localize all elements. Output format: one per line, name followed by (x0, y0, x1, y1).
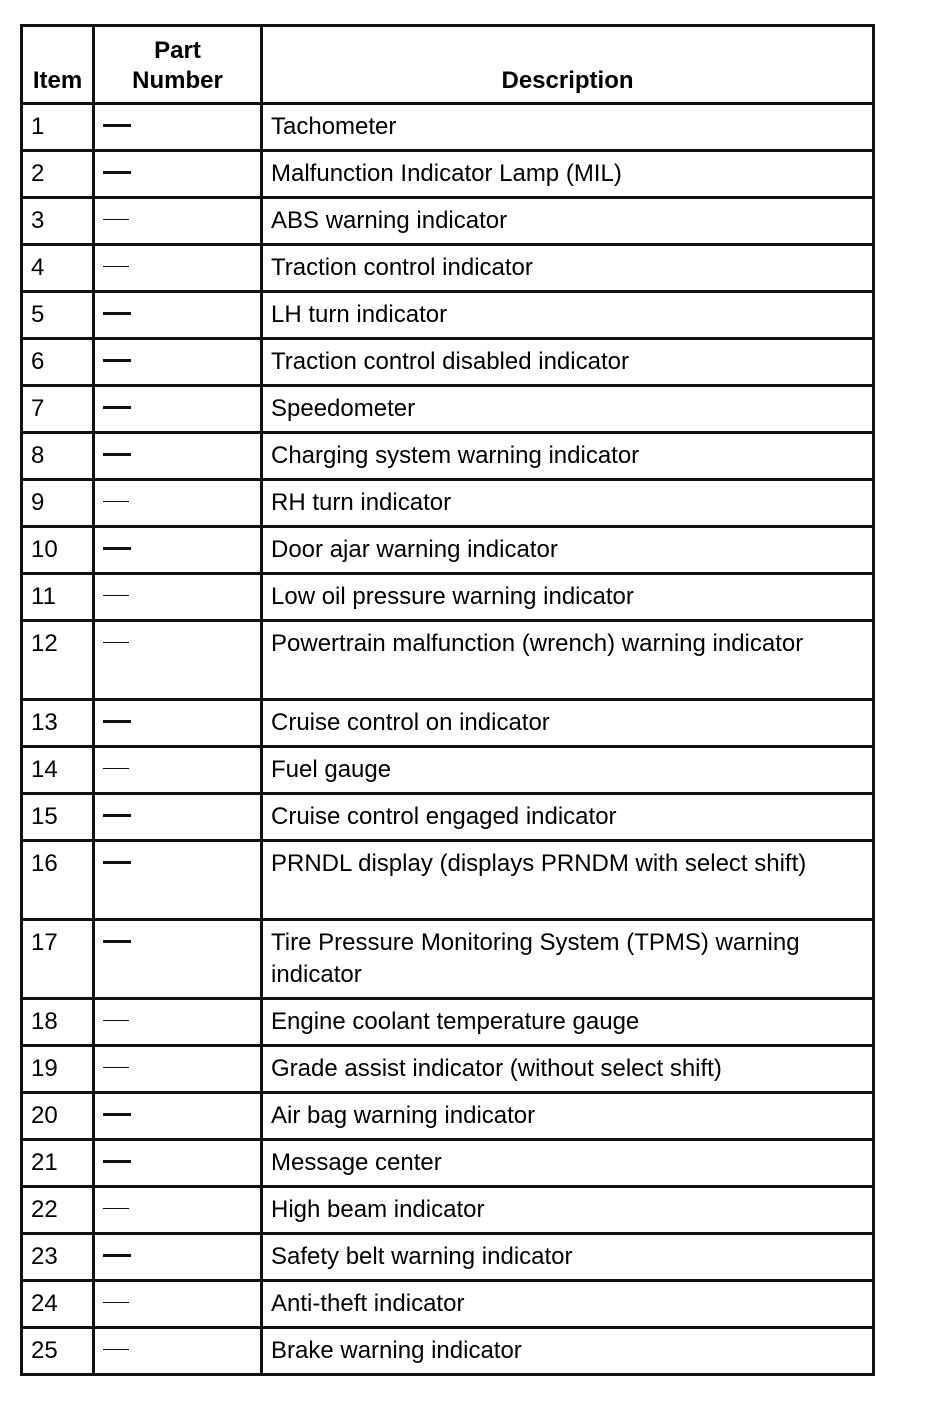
part-number-dash (103, 266, 129, 268)
item-number-cell: 19 (22, 1046, 94, 1093)
table-row (22, 999, 874, 1046)
description-cell: Message center (262, 1140, 874, 1187)
part-number-dash (103, 1067, 129, 1069)
description-cell: Safety belt warning indicator (262, 1234, 874, 1281)
part-number-cell (94, 841, 262, 920)
description-cell: Fuel gauge (262, 747, 874, 794)
item-number-cell: 17 (22, 920, 94, 999)
part-number-dash (103, 861, 131, 864)
column-header-description (262, 26, 874, 104)
table-row (22, 339, 874, 386)
item-number-cell: 23 (22, 1234, 94, 1281)
part-number-dash (103, 642, 129, 644)
table-row (22, 480, 874, 527)
description-header-label: Description (501, 67, 634, 94)
part-number-cell (94, 527, 262, 574)
part-number-cell (94, 245, 262, 292)
item-number-cell: 6 (22, 339, 94, 386)
table-row (22, 292, 874, 339)
part-number-cell (94, 1140, 262, 1187)
part-number-dash (103, 768, 129, 770)
description-cell: Cruise control on indicator (262, 700, 874, 747)
part-number-cell (94, 292, 262, 339)
part-number-dash (103, 453, 131, 456)
item-number-cell: 11 (22, 574, 94, 621)
part-number-cell (94, 621, 262, 700)
table-row (22, 527, 874, 574)
part-header-line2: Number (132, 67, 223, 94)
item-number-cell: 20 (22, 1093, 94, 1140)
table-row (22, 151, 874, 198)
part-number-dash (103, 1302, 129, 1304)
part-number-cell (94, 1328, 262, 1375)
parts-table (20, 24, 875, 1376)
part-number-dash (103, 124, 131, 127)
item-header-label: Item (32, 67, 83, 94)
description-cell: Tachometer (262, 104, 874, 151)
description-cell: High beam indicator (262, 1187, 874, 1234)
item-number-cell: 4 (22, 245, 94, 292)
description-cell: PRNDL display (displays PRNDM with select shift) (262, 841, 874, 920)
column-header-part-number (94, 26, 262, 104)
description-cell: Malfunction Indicator Lamp (MIL) (262, 151, 874, 198)
item-number-cell: 1 (22, 104, 94, 151)
table-row (22, 1046, 874, 1093)
table-row (22, 104, 874, 151)
table-row (22, 621, 874, 700)
item-number-cell: 14 (22, 747, 94, 794)
part-number-cell (94, 386, 262, 433)
table-row (22, 1328, 874, 1375)
description-cell: Engine coolant temperature gauge (262, 999, 874, 1046)
part-number-dash (103, 501, 129, 503)
part-number-dash (103, 219, 129, 221)
part-number-cell (94, 198, 262, 245)
description-cell: Cruise control engaged indicator (262, 794, 874, 841)
item-number-cell: 7 (22, 386, 94, 433)
item-number-cell: 16 (22, 841, 94, 920)
description-cell: ABS warning indicator (262, 198, 874, 245)
item-number-cell: 8 (22, 433, 94, 480)
description-cell: LH turn indicator (262, 292, 874, 339)
part-number-dash (103, 312, 131, 315)
part-number-dash (103, 720, 131, 723)
item-number-cell: 12 (22, 621, 94, 700)
table-row (22, 386, 874, 433)
description-cell: RH turn indicator (262, 480, 874, 527)
table-row (22, 245, 874, 292)
description-cell: Air bag warning indicator (262, 1093, 874, 1140)
part-number-dash (103, 406, 131, 409)
table-row (22, 433, 874, 480)
part-number-cell (94, 999, 262, 1046)
header-row (22, 26, 874, 104)
part-number-cell (94, 433, 262, 480)
table-row (22, 920, 874, 999)
table-row (22, 794, 874, 841)
part-number-cell (94, 747, 262, 794)
part-number-dash (103, 940, 131, 943)
item-number-cell: 22 (22, 1187, 94, 1234)
item-number-cell: 2 (22, 151, 94, 198)
table-row (22, 700, 874, 747)
description-cell: Tire Pressure Monitoring System (TPMS) warning indicator (262, 920, 874, 999)
part-number-cell (94, 1046, 262, 1093)
part-number-cell (94, 151, 262, 198)
part-number-cell (94, 104, 262, 151)
table-header (22, 26, 874, 104)
description-cell: Low oil pressure warning indicator (262, 574, 874, 621)
part-number-dash (103, 595, 129, 597)
description-cell: Charging system warning indicator (262, 433, 874, 480)
item-number-cell: 9 (22, 480, 94, 527)
table-row (22, 574, 874, 621)
item-number-cell: 21 (22, 1140, 94, 1187)
part-number-cell (94, 1187, 262, 1234)
part-header-line1: Part (154, 37, 201, 64)
description-cell: Speedometer (262, 386, 874, 433)
item-number-cell: 3 (22, 198, 94, 245)
part-number-cell (94, 480, 262, 527)
item-number-cell: 5 (22, 292, 94, 339)
part-number-cell (94, 1281, 262, 1328)
table-row (22, 1187, 874, 1234)
part-number-dash (103, 1208, 129, 1210)
description-cell: Grade assist indicator (without select shift) (262, 1046, 874, 1093)
description-cell: Door ajar warning indicator (262, 527, 874, 574)
part-number-dash (103, 1160, 131, 1163)
part-number-cell (94, 1093, 262, 1140)
item-number-cell: 15 (22, 794, 94, 841)
description-cell: Brake warning indicator (262, 1328, 874, 1375)
description-cell: Traction control indicator (262, 245, 874, 292)
table-row (22, 198, 874, 245)
item-number-cell: 24 (22, 1281, 94, 1328)
part-number-dash (103, 814, 131, 817)
part-number-cell (94, 920, 262, 999)
table-row (22, 1140, 874, 1187)
part-number-dash (103, 547, 131, 550)
part-number-dash (103, 1020, 129, 1022)
part-number-dash (103, 359, 131, 362)
part-number-cell (94, 1234, 262, 1281)
description-cell: Anti-theft indicator (262, 1281, 874, 1328)
part-number-dash (103, 1349, 129, 1351)
description-cell: Traction control disabled indicator (262, 339, 874, 386)
part-number-dash (103, 171, 131, 174)
item-number-cell: 25 (22, 1328, 94, 1375)
table-row (22, 747, 874, 794)
part-number-dash (103, 1113, 131, 1116)
part-number-cell (94, 574, 262, 621)
table-row (22, 1093, 874, 1140)
table-row (22, 1234, 874, 1281)
table-row (22, 841, 874, 920)
part-number-cell (94, 794, 262, 841)
part-number-cell (94, 700, 262, 747)
part-number-cell (94, 339, 262, 386)
item-number-cell: 18 (22, 999, 94, 1046)
table-body (22, 104, 874, 1375)
description-cell: Powertrain malfunction (wrench) warning indicator (262, 621, 874, 700)
item-number-cell: 10 (22, 527, 94, 574)
part-number-dash (103, 1254, 131, 1257)
item-number-cell: 13 (22, 700, 94, 747)
column-header-item (22, 26, 94, 104)
table-row (22, 1281, 874, 1328)
